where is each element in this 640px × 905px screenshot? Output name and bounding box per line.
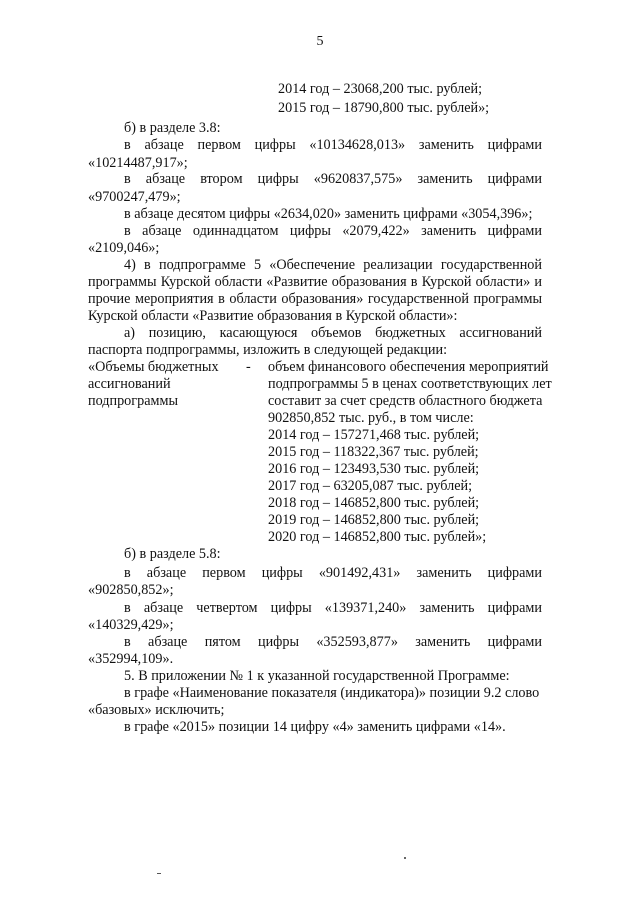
text-line: «базовых» исключить; [88, 702, 225, 718]
text-line: паспорта подпрограммы, изложить в следующей редакции: [88, 342, 448, 358]
table-right-cell: составит за счет средств областного бюджета [268, 393, 543, 409]
text-line: в абзаце десятом цифры «2634,020» заменить цифрами «3054,396»; [124, 206, 533, 222]
text-line: в абзаце четвертом цифры «139371,240» заменить цифрами [124, 600, 542, 616]
text-line: в графе «Наименование показателя (индикатора)» позиции 9.2 слово [124, 685, 540, 701]
text-line: в графе «2015» позиции 14 цифру «4» заменить цифрами «14». [124, 719, 506, 735]
table-right-cell: 2019 год – 146852,800 тыс. рублей; [268, 512, 480, 528]
table-right-cell: подпрограммы 5 в ценах соответствующих лет [268, 376, 552, 392]
text-line: в абзаце первом цифры «901492,431» заменить цифрами [124, 565, 542, 581]
table-right-cell: 2017 год – 63205,087 тыс. рублей; [268, 478, 473, 494]
text-line: «10214487,917»; [88, 155, 188, 171]
text-line: программы Курской области «Развитие образования в Курской области» и [88, 274, 542, 290]
text-line: «9700247,479»; [88, 189, 181, 205]
table-left-cell: подпрограммы [88, 393, 178, 409]
table-right-cell: 2018 год – 146852,800 тыс. рублей; [268, 495, 480, 511]
text-line: 4) в подпрограмме 5 «Обеспечение реализации государственной [124, 257, 542, 273]
text-line: б) в разделе 3.8: [124, 120, 221, 136]
table-right-cell: 2015 год – 118322,367 тыс. рублей; [268, 444, 479, 460]
text-line: «140329,429»; [88, 617, 174, 633]
table-left-cell: ассигнований [88, 376, 171, 392]
table-right-cell: 902850,852 тыс. руб., в том числе: [268, 410, 474, 426]
text-line: в абзаце пятом цифры «352593,877» заменить цифрами [124, 634, 542, 650]
text-line: 2014 год – 23068,200 тыс. рублей; [278, 81, 483, 97]
text-line: 2015 год – 18790,800 тыс. рублей»; [278, 100, 490, 116]
text-line: «352994,109». [88, 651, 174, 667]
text-line: «902850,852»; [88, 582, 174, 598]
scan-speck [157, 873, 161, 874]
table-right-cell: 2014 год – 157271,468 тыс. рублей; [268, 427, 480, 443]
text-line: б) в разделе 5.8: [124, 546, 221, 562]
scan-speck [404, 857, 406, 859]
text-line: Курской области «Развитие образования в Курской области»: [88, 308, 458, 324]
text-line: «2109,046»; [88, 240, 160, 256]
table-right-cell: 2016 год – 123493,530 тыс. рублей; [268, 461, 480, 477]
text-line: в абзаце одиннадцатом цифры «2079,422» заменить цифрами [124, 223, 542, 239]
page-number: 5 [316, 34, 324, 49]
text-line: в абзаце первом цифры «10134628,013» заменить цифрами [124, 137, 542, 153]
table-left-cell: «Объемы бюджетных [88, 359, 219, 375]
text-line: прочие мероприятия в области образования» государственной программы [88, 291, 542, 307]
text-line: 5. В приложении № 1 к указанной государственной Программе: [124, 668, 510, 684]
text-line: в абзаце втором цифры «9620837,575» заменить цифрами [124, 171, 542, 187]
table-dash: - [246, 359, 251, 375]
text-line: а) позицию, касающуюся объемов бюджетных ассигнований [124, 325, 542, 341]
table-right-cell: объем финансового обеспечения мероприятий [268, 359, 549, 375]
table-right-cell: 2020 год – 146852,800 тыс. рублей»; [268, 529, 487, 545]
